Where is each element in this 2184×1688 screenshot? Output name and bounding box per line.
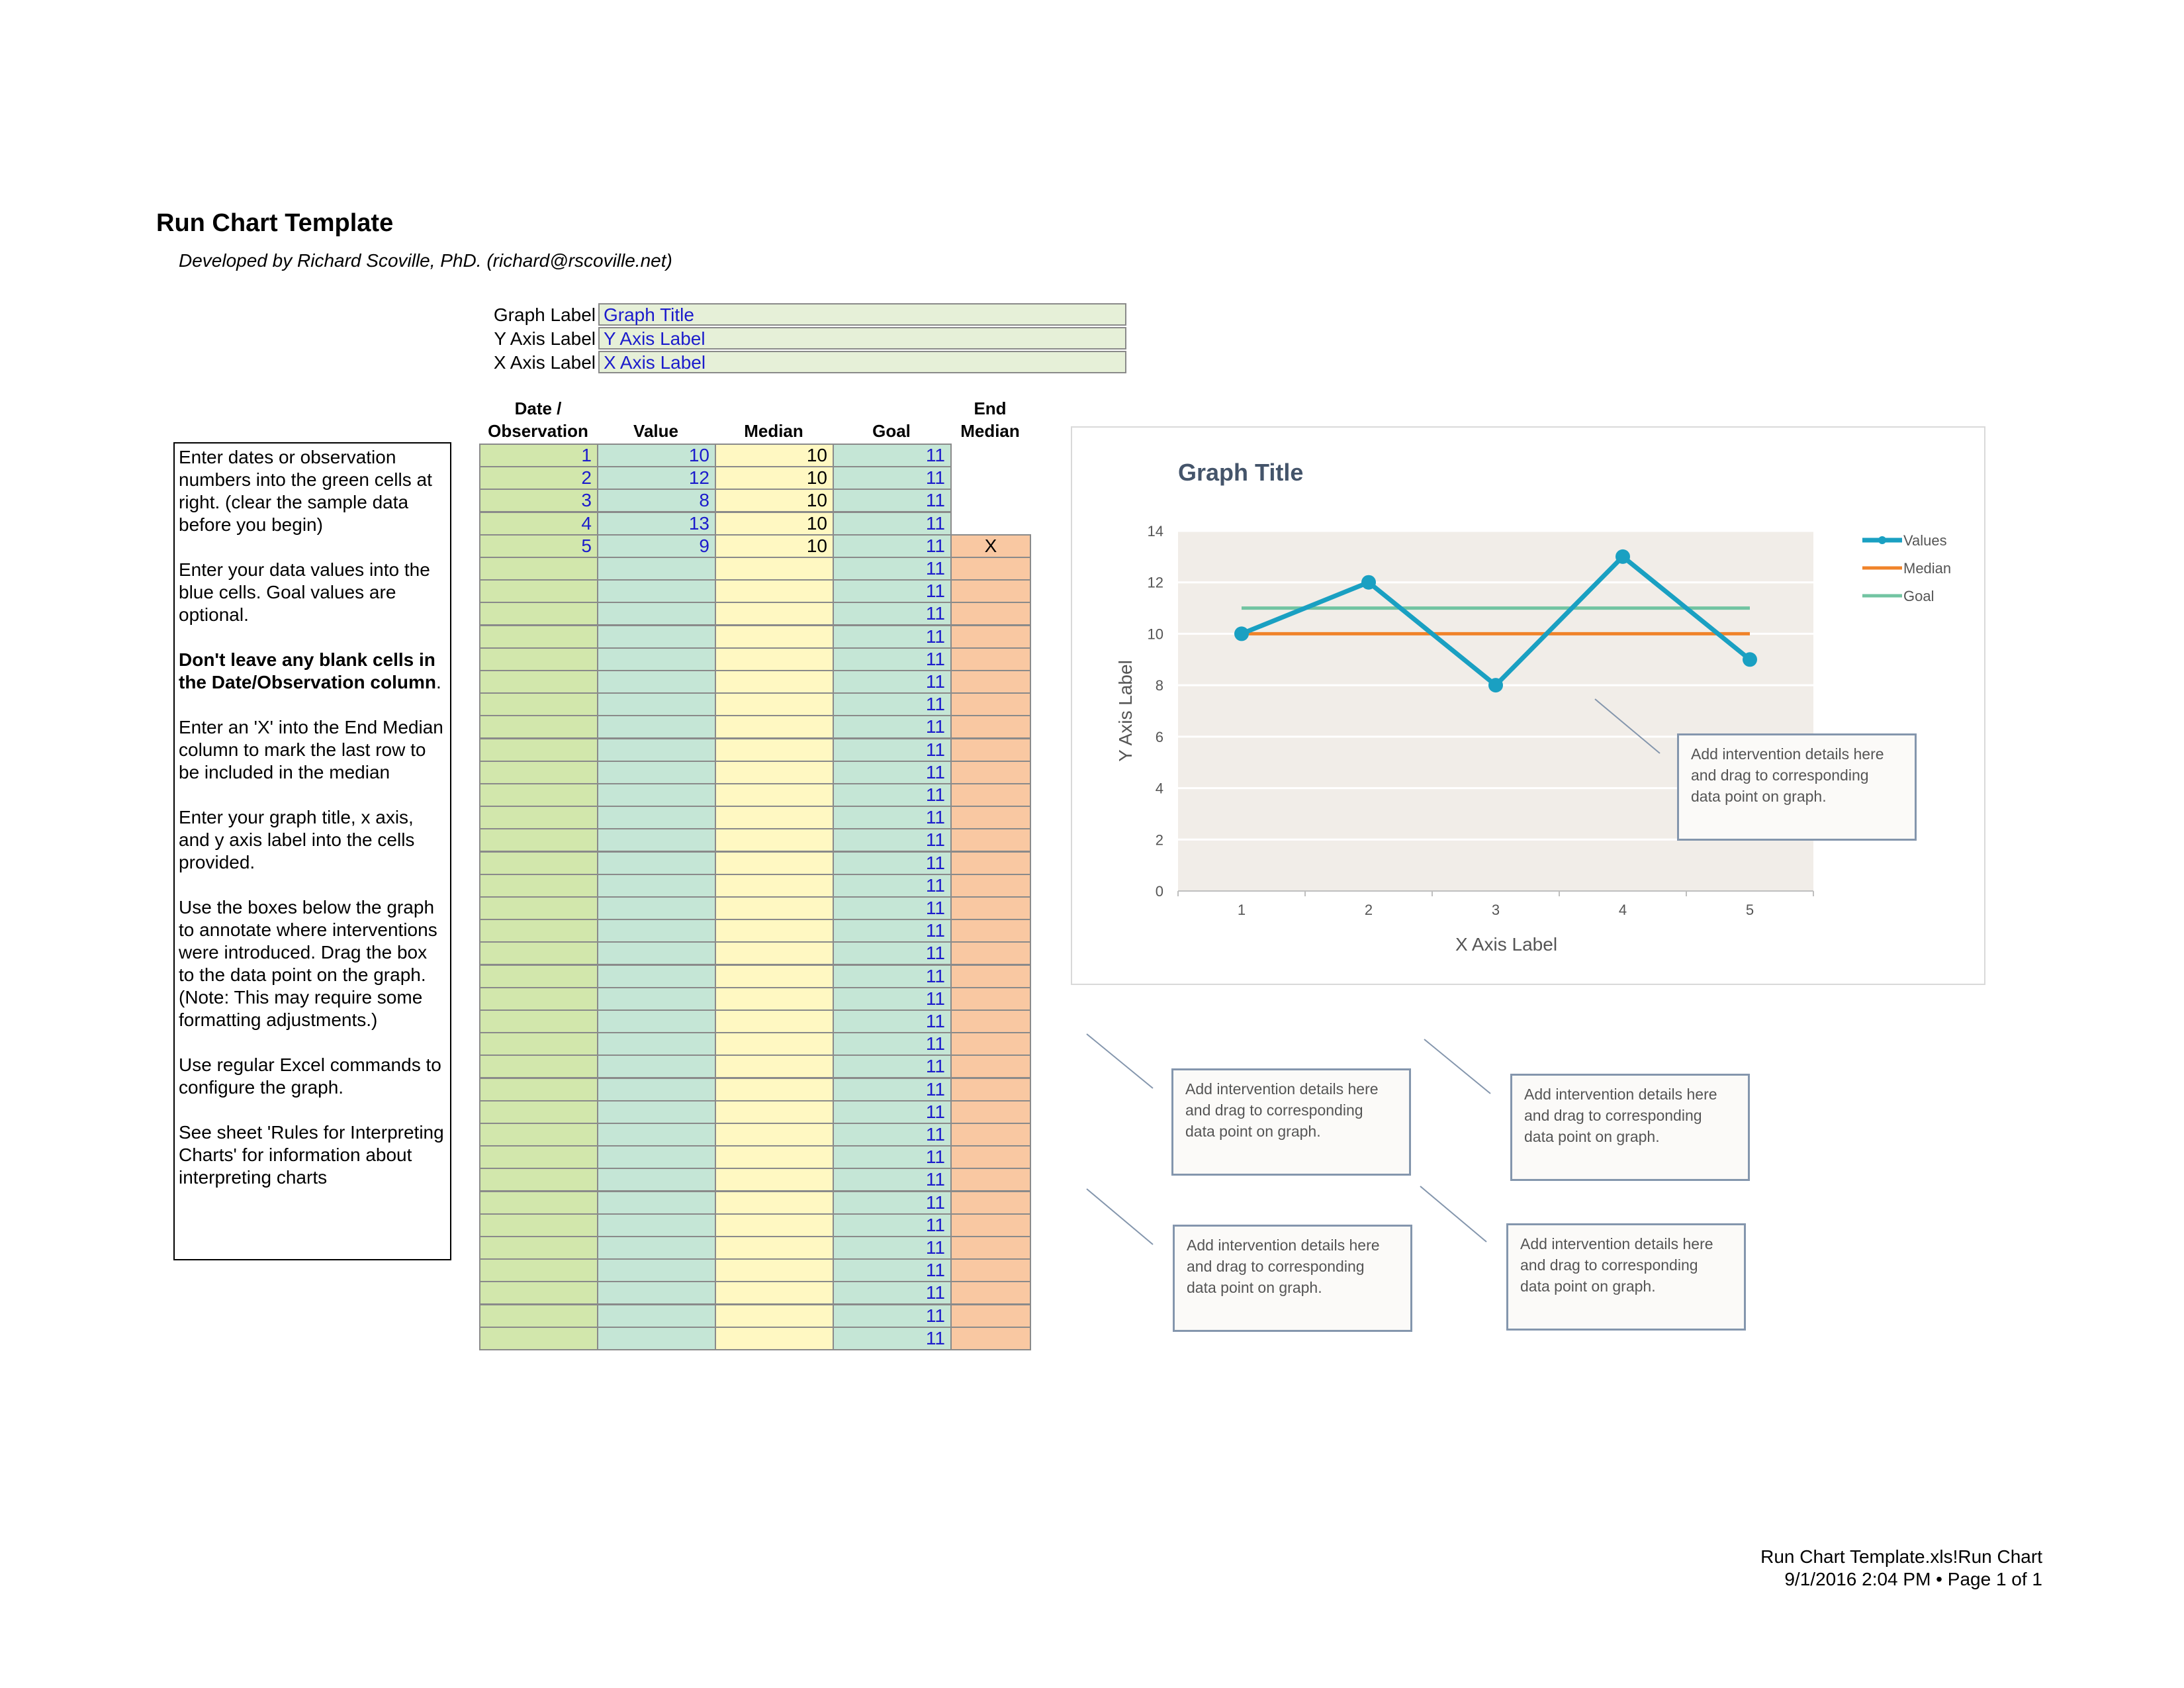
cell-end[interactable] xyxy=(950,1078,1031,1102)
cell-goal[interactable]: 11 xyxy=(833,466,952,490)
cell-date[interactable]: 5 xyxy=(479,534,598,558)
cell-end[interactable] xyxy=(950,1327,1031,1350)
note-line: data point on graph. xyxy=(1691,788,1827,805)
cell-date[interactable] xyxy=(479,919,598,943)
cell-date[interactable] xyxy=(479,1327,598,1350)
run-chart[interactable] xyxy=(1071,426,1985,985)
x-tick-label: 1 xyxy=(1237,902,1246,918)
y-axis-title: Y Axis Label xyxy=(1115,660,1136,762)
cell-goal[interactable]: 11 xyxy=(833,1032,952,1056)
cell-value[interactable] xyxy=(597,1009,716,1033)
footer-date-page: 9/1/2016 2:04 PM • Page 1 of 1 xyxy=(1784,1569,2042,1589)
cell-value[interactable] xyxy=(597,919,716,943)
cell-date[interactable] xyxy=(479,692,598,716)
cell-end[interactable] xyxy=(950,1236,1031,1260)
data-point xyxy=(1743,652,1757,667)
cell-median[interactable] xyxy=(715,1304,834,1328)
cell-median[interactable] xyxy=(715,896,834,920)
cell-goal[interactable]: 11 xyxy=(833,1191,952,1215)
cell-median[interactable] xyxy=(715,1100,834,1124)
note-line: and drag to corresponding xyxy=(1524,1107,1702,1124)
y-tick-label: 6 xyxy=(1155,728,1163,745)
cell-value[interactable] xyxy=(597,1213,716,1237)
y-tick-label: 8 xyxy=(1155,677,1163,694)
cell-goal[interactable]: 11 xyxy=(833,1281,952,1305)
data-point xyxy=(1615,549,1630,564)
cell-goal[interactable]: 11 xyxy=(833,647,952,671)
cell-value[interactable] xyxy=(597,579,716,603)
instruction-paragraph xyxy=(179,1121,447,1189)
cell-median[interactable] xyxy=(715,1009,834,1033)
cell-goal[interactable]: 11 xyxy=(833,1055,952,1078)
page-title: Run Chart Template xyxy=(156,209,394,237)
x-tick-label: 2 xyxy=(1364,902,1373,918)
instruction-text: Don't leave any blank cells in the Date/Observation column xyxy=(179,649,436,692)
cell-goal[interactable]: 11 xyxy=(833,896,952,920)
x-axis-title: X Axis Label xyxy=(1455,934,1558,955)
cell-median[interactable] xyxy=(715,1258,834,1282)
note-line: Add intervention details here xyxy=(1520,1235,1713,1252)
cell-median[interactable] xyxy=(715,987,834,1011)
cell-end[interactable] xyxy=(950,1055,1031,1078)
cell-date[interactable] xyxy=(479,941,598,965)
cell-goal[interactable]: 11 xyxy=(833,1123,952,1147)
header-value: Value xyxy=(633,421,678,441)
cell-date[interactable] xyxy=(479,1032,598,1056)
cell-end[interactable]: X xyxy=(950,534,1031,558)
cell-median[interactable]: 10 xyxy=(715,466,834,490)
y-tick-label: 0 xyxy=(1155,883,1163,900)
header-end-median xyxy=(950,397,1030,442)
instruction-paragraph xyxy=(179,896,447,1031)
instruction-paragraph xyxy=(179,806,447,874)
cell-median[interactable] xyxy=(715,1078,834,1102)
author-credit: Developed by Richard Scoville, PhD. (richard@rscoville.net) xyxy=(179,250,672,271)
header-end-line2: Median xyxy=(960,421,1020,441)
cell-value[interactable] xyxy=(597,647,716,671)
instruction-paragraph xyxy=(179,559,447,626)
instruction-suffix: . xyxy=(435,672,441,692)
cell-end[interactable] xyxy=(950,670,1031,694)
cell-median[interactable] xyxy=(715,783,834,807)
cell-end[interactable] xyxy=(950,1100,1031,1124)
cell-date[interactable] xyxy=(479,557,598,581)
legend-marker xyxy=(1878,536,1886,544)
cell-end[interactable] xyxy=(950,1009,1031,1033)
y-tick-label: 12 xyxy=(1147,574,1163,591)
cell-date[interactable] xyxy=(479,851,598,875)
cell-median[interactable] xyxy=(715,1281,834,1305)
note-line: and drag to corresponding xyxy=(1520,1256,1698,1274)
cell-value[interactable]: 8 xyxy=(597,489,716,512)
cell-value[interactable] xyxy=(597,1168,716,1192)
instruction-text: Enter an 'X' into the End Median column to mark the last row to be included in the median xyxy=(179,717,443,782)
graph-label-input[interactable]: Graph Title xyxy=(598,303,1126,326)
legend-label: Median xyxy=(1903,560,1952,577)
cell-median[interactable] xyxy=(715,625,834,649)
cell-value[interactable] xyxy=(597,1055,716,1078)
x-tick-label: 3 xyxy=(1491,902,1500,918)
note-line: Add intervention details here xyxy=(1187,1237,1380,1254)
cell-end[interactable] xyxy=(950,1258,1031,1282)
cell-value[interactable] xyxy=(597,1236,716,1260)
cell-goal[interactable]: 11 xyxy=(833,806,952,829)
cell-date[interactable] xyxy=(479,987,598,1011)
instruction-text: Use the boxes below the graph to annotate where interventions were introduced. Drag the box to the data point on the graph. (Note: This may require some formatting adjustments.) xyxy=(179,897,437,1030)
cell-median[interactable] xyxy=(715,761,834,784)
cell-goal[interactable]: 11 xyxy=(833,602,952,626)
cell-value[interactable] xyxy=(597,1032,716,1056)
cell-median[interactable] xyxy=(715,1145,834,1169)
cell-value[interactable] xyxy=(597,851,716,875)
cell-median[interactable] xyxy=(715,1168,834,1192)
header-median: Median xyxy=(744,421,803,441)
cell-end[interactable] xyxy=(950,1168,1031,1192)
cell-value[interactable] xyxy=(597,1191,716,1215)
cell-median[interactable] xyxy=(715,1236,834,1260)
cell-goal[interactable]: 11 xyxy=(833,1009,952,1033)
cell-date[interactable] xyxy=(479,1191,598,1215)
x-axis-label-input[interactable]: X Axis Label xyxy=(598,351,1126,373)
cell-value[interactable] xyxy=(597,896,716,920)
cell-median[interactable] xyxy=(715,670,834,694)
note-line: data point on graph. xyxy=(1520,1278,1656,1295)
cell-date[interactable] xyxy=(479,1281,598,1305)
cell-goal[interactable]: 11 xyxy=(833,557,952,581)
cell-end[interactable] xyxy=(950,874,1031,898)
cell-goal[interactable]: 11 xyxy=(833,761,952,784)
cell-date[interactable] xyxy=(479,647,598,671)
cell-goal[interactable]: 11 xyxy=(833,1258,952,1282)
cell-goal[interactable]: 11 xyxy=(833,489,952,512)
chart-svg xyxy=(1072,428,1987,986)
cell-median[interactable] xyxy=(715,806,834,829)
cell-date[interactable] xyxy=(479,1009,598,1033)
cell-end[interactable] xyxy=(950,1191,1031,1215)
cell-end[interactable] xyxy=(950,1123,1031,1147)
note-line: and drag to corresponding xyxy=(1691,767,1869,784)
header-goal: Goal xyxy=(872,421,911,441)
cell-median[interactable]: 10 xyxy=(715,489,834,512)
cell-goal[interactable]: 11 xyxy=(833,512,952,536)
instruction-text: See sheet 'Rules for Interpreting Charts' for information about interpreting charts xyxy=(179,1122,444,1188)
cell-value[interactable] xyxy=(597,806,716,829)
graph-label-key: Graph Label xyxy=(493,305,596,325)
y-axis-label-key: Y Axis Label xyxy=(494,328,596,349)
cell-goal[interactable]: 11 xyxy=(833,941,952,965)
cell-date[interactable] xyxy=(479,1304,598,1328)
instruction-paragraph xyxy=(179,446,447,536)
cell-median[interactable] xyxy=(715,1191,834,1215)
cell-value[interactable] xyxy=(597,670,716,694)
cell-date[interactable] xyxy=(479,1236,598,1260)
header-end-line1: End xyxy=(974,399,1007,418)
x-tick-label: 4 xyxy=(1618,902,1627,918)
cell-goal[interactable]: 11 xyxy=(833,783,952,807)
cell-end[interactable] xyxy=(950,806,1031,829)
note-line: data point on graph. xyxy=(1185,1123,1321,1140)
cell-end[interactable] xyxy=(950,1281,1031,1305)
cell-median[interactable] xyxy=(715,1327,834,1350)
cell-median[interactable] xyxy=(715,738,834,762)
cell-end[interactable] xyxy=(950,828,1031,852)
cell-date[interactable] xyxy=(479,828,598,852)
cell-goal[interactable]: 11 xyxy=(833,738,952,762)
cell-value[interactable] xyxy=(597,738,716,762)
cell-median[interactable] xyxy=(715,1213,834,1237)
cell-median[interactable] xyxy=(715,1055,834,1078)
cell-goal[interactable]: 11 xyxy=(833,715,952,739)
data-point xyxy=(1234,626,1249,641)
cell-value[interactable] xyxy=(597,692,716,716)
legend-label: Goal xyxy=(1903,588,1934,604)
cell-value[interactable] xyxy=(597,1327,716,1350)
cell-median[interactable] xyxy=(715,828,834,852)
cell-value[interactable] xyxy=(597,1304,716,1328)
instruction-text: Enter dates or observation numbers into the green cells at right. (clear the sample data before you begin) xyxy=(179,447,432,535)
cell-end[interactable] xyxy=(950,602,1031,626)
chart-title: Graph Title xyxy=(1178,459,1304,486)
cell-goal[interactable]: 11 xyxy=(833,987,952,1011)
cell-goal[interactable]: 11 xyxy=(833,1168,952,1192)
x-axis-label-key: X Axis Label xyxy=(493,352,596,373)
cell-goal[interactable]: 11 xyxy=(833,670,952,694)
cell-date[interactable] xyxy=(479,715,598,739)
connector-line xyxy=(1087,1189,1153,1244)
cell-end[interactable] xyxy=(950,647,1031,671)
y-axis-label-input[interactable]: Y Axis Label xyxy=(598,327,1126,350)
data-point xyxy=(1488,678,1503,692)
y-tick-label: 4 xyxy=(1155,780,1163,797)
instruction-text: Enter your data values into the blue cells. Goal values are optional. xyxy=(179,559,430,625)
cell-date[interactable]: 2 xyxy=(479,466,598,490)
cell-median[interactable] xyxy=(715,1123,834,1147)
y-tick-label: 14 xyxy=(1147,523,1163,539)
instruction-paragraph xyxy=(179,649,447,694)
cell-value[interactable] xyxy=(597,783,716,807)
cell-goal[interactable]: 11 xyxy=(833,1100,952,1124)
cell-date[interactable] xyxy=(479,1078,598,1102)
cell-goal[interactable]: 11 xyxy=(833,1327,952,1350)
note-line: data point on graph. xyxy=(1524,1128,1660,1145)
cell-value[interactable] xyxy=(597,761,716,784)
cell-goal[interactable]: 11 xyxy=(833,692,952,716)
cell-goal[interactable]: 11 xyxy=(833,1304,952,1328)
connector-line xyxy=(1424,1039,1490,1094)
cell-goal[interactable]: 11 xyxy=(833,534,952,558)
cell-end[interactable] xyxy=(950,761,1031,784)
cell-median[interactable] xyxy=(715,647,834,671)
instruction-paragraph xyxy=(179,1054,447,1099)
cell-value[interactable] xyxy=(597,557,716,581)
cell-goal[interactable]: 11 xyxy=(833,1078,952,1102)
cell-median[interactable] xyxy=(715,964,834,988)
cell-value[interactable] xyxy=(597,828,716,852)
intervention-note[interactable] xyxy=(1171,1068,1411,1176)
instruction-text: Enter your graph title, x axis, and y axis label into the cells provided. xyxy=(179,807,415,872)
cell-median[interactable] xyxy=(715,579,834,603)
note-line: Add intervention details here xyxy=(1691,745,1884,763)
cell-median[interactable] xyxy=(715,692,834,716)
cell-date[interactable] xyxy=(479,625,598,649)
cell-value[interactable] xyxy=(597,1123,716,1147)
cell-value[interactable] xyxy=(597,625,716,649)
cell-median[interactable] xyxy=(715,557,834,581)
cell-date[interactable] xyxy=(479,964,598,988)
cell-value[interactable]: 13 xyxy=(597,512,716,536)
cell-date[interactable] xyxy=(479,1100,598,1124)
cell-date[interactable] xyxy=(479,1123,598,1147)
cell-value[interactable] xyxy=(597,602,716,626)
legend-label: Values xyxy=(1903,532,1947,549)
cell-value[interactable] xyxy=(597,1281,716,1305)
intervention-note[interactable] xyxy=(1506,1223,1746,1331)
cell-goal[interactable]: 11 xyxy=(833,919,952,943)
note-line: Add intervention details here xyxy=(1524,1086,1717,1103)
note-line: and drag to corresponding xyxy=(1185,1102,1363,1119)
cell-end[interactable] xyxy=(950,715,1031,739)
cell-goal[interactable]: 11 xyxy=(833,625,952,649)
cell-goal[interactable]: 11 xyxy=(833,1236,952,1260)
cell-goal[interactable]: 11 xyxy=(833,1145,952,1169)
cell-date[interactable] xyxy=(479,874,598,898)
cell-date[interactable] xyxy=(479,1055,598,1078)
cell-median[interactable]: 10 xyxy=(715,512,834,536)
cell-end[interactable] xyxy=(950,557,1031,581)
note-line: and drag to corresponding xyxy=(1187,1258,1365,1275)
cell-date[interactable] xyxy=(479,1168,598,1192)
cell-date[interactable] xyxy=(479,806,598,829)
cell-end[interactable] xyxy=(950,783,1031,807)
cell-goal[interactable]: 11 xyxy=(833,579,952,603)
y-tick-label: 2 xyxy=(1155,831,1163,849)
cell-median[interactable] xyxy=(715,851,834,875)
cell-median[interactable] xyxy=(715,941,834,965)
connector-line xyxy=(1087,1034,1153,1088)
cell-goal[interactable]: 11 xyxy=(833,874,952,898)
cell-date[interactable] xyxy=(479,761,598,784)
cell-goal[interactable]: 11 xyxy=(833,964,952,988)
header-date-line1: Date / xyxy=(514,399,562,418)
cell-goal[interactable]: 11 xyxy=(833,1213,952,1237)
cell-value[interactable] xyxy=(597,941,716,965)
connector-line xyxy=(1420,1186,1486,1242)
cell-date[interactable] xyxy=(479,738,598,762)
cell-value[interactable] xyxy=(597,1100,716,1124)
cell-value[interactable] xyxy=(597,1078,716,1102)
cell-end[interactable] xyxy=(950,1213,1031,1237)
cell-date[interactable]: 3 xyxy=(479,489,598,512)
cell-value[interactable] xyxy=(597,1258,716,1282)
cell-date[interactable] xyxy=(479,670,598,694)
cell-median[interactable]: 10 xyxy=(715,444,834,467)
cell-value[interactable] xyxy=(597,874,716,898)
cell-median[interactable] xyxy=(715,602,834,626)
cell-end[interactable] xyxy=(950,919,1031,943)
header-date xyxy=(479,397,597,442)
cell-value[interactable]: 9 xyxy=(597,534,716,558)
cell-value[interactable] xyxy=(597,715,716,739)
cell-goal[interactable]: 11 xyxy=(833,851,952,875)
cell-end[interactable] xyxy=(950,1032,1031,1056)
note-line: data point on graph. xyxy=(1187,1279,1322,1296)
cell-date[interactable] xyxy=(479,1258,598,1282)
cell-median[interactable] xyxy=(715,919,834,943)
cell-end[interactable] xyxy=(950,1145,1031,1169)
intervention-note[interactable] xyxy=(1510,1074,1750,1181)
cell-date[interactable] xyxy=(479,896,598,920)
intervention-note[interactable] xyxy=(1173,1225,1412,1332)
cell-median[interactable] xyxy=(715,1032,834,1056)
header-date-line2: Observation xyxy=(488,421,588,441)
cell-goal[interactable]: 11 xyxy=(833,444,952,467)
cell-value[interactable]: 10 xyxy=(597,444,716,467)
note-line: Add intervention details here xyxy=(1185,1080,1379,1098)
cell-end[interactable] xyxy=(950,987,1031,1011)
cell-end[interactable] xyxy=(950,692,1031,716)
instruction-text: Use regular Excel commands to configure the graph. xyxy=(179,1055,441,1098)
cell-end[interactable] xyxy=(950,625,1031,649)
cell-end[interactable] xyxy=(950,1304,1031,1328)
cell-end[interactable] xyxy=(950,964,1031,988)
cell-value[interactable] xyxy=(597,987,716,1011)
cell-median[interactable] xyxy=(715,715,834,739)
x-tick-label: 5 xyxy=(1745,902,1754,918)
cell-date[interactable] xyxy=(479,1145,598,1169)
y-tick-label: 10 xyxy=(1147,626,1163,643)
cell-end[interactable] xyxy=(950,896,1031,920)
cell-goal[interactable]: 11 xyxy=(833,828,952,852)
cell-median[interactable]: 10 xyxy=(715,534,834,558)
cell-end[interactable] xyxy=(950,941,1031,965)
cell-value[interactable]: 12 xyxy=(597,466,716,490)
cell-date[interactable]: 4 xyxy=(479,512,598,536)
cell-value[interactable] xyxy=(597,1145,716,1169)
cell-median[interactable] xyxy=(715,874,834,898)
footer-file: Run Chart Template.xls!Run Chart xyxy=(1760,1546,2042,1567)
instructions-box xyxy=(173,442,451,1260)
cell-date[interactable] xyxy=(479,579,598,603)
cell-end[interactable] xyxy=(950,851,1031,875)
cell-date[interactable]: 1 xyxy=(479,444,598,467)
cell-date[interactable] xyxy=(479,602,598,626)
instruction-paragraph xyxy=(179,716,447,784)
cell-value[interactable] xyxy=(597,964,716,988)
cell-date[interactable] xyxy=(479,783,598,807)
cell-end[interactable] xyxy=(950,738,1031,762)
data-point xyxy=(1361,575,1376,590)
cell-end[interactable] xyxy=(950,579,1031,603)
cell-date[interactable] xyxy=(479,1213,598,1237)
intervention-note[interactable] xyxy=(1677,733,1917,841)
